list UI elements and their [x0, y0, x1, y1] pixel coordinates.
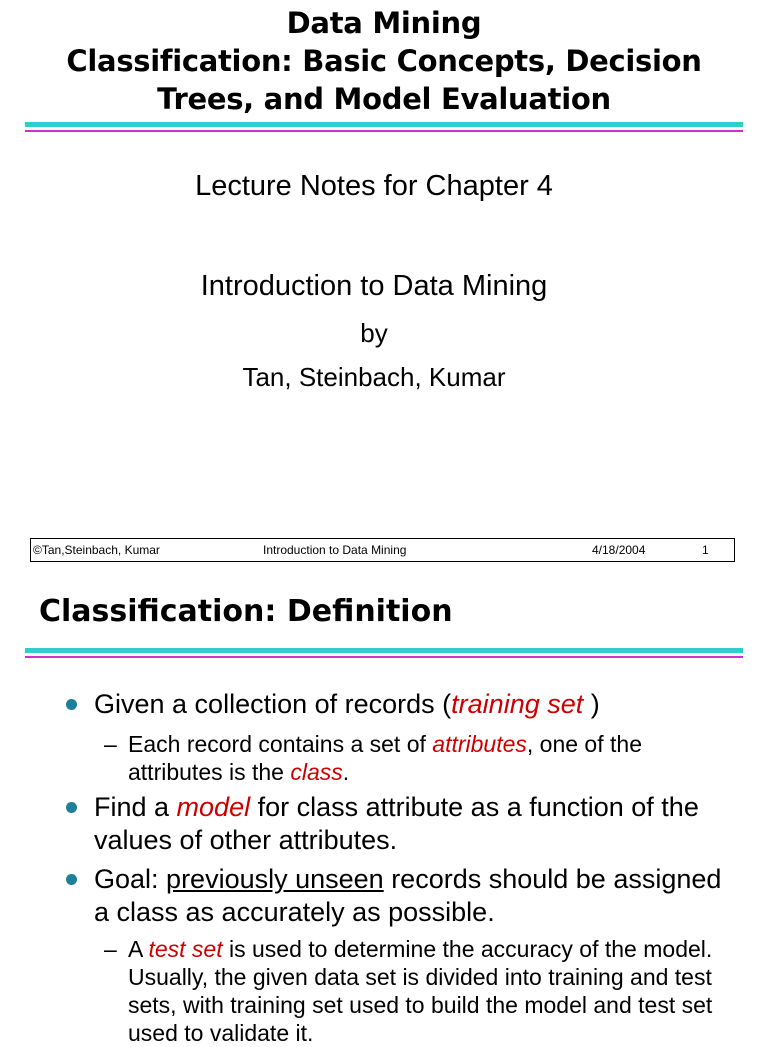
emphasis-text: test set [148, 936, 223, 962]
title-line-2: Classification: Basic Concepts, Decision [66, 44, 702, 78]
footer-page: 1 [702, 543, 709, 557]
title-divider [25, 648, 743, 658]
lecture-notes-line: Lecture Notes for Chapter 4 [195, 170, 553, 202]
slide-footer [30, 538, 735, 562]
bullet-model: Find a model for class attribute as a function of the values of other attributes. [94, 791, 734, 857]
by-label: by [360, 318, 388, 348]
definition-slide [0, 578, 768, 1046]
footer-date: 4/18/2004 [592, 543, 646, 557]
bullet-dot-icon [66, 874, 77, 885]
bullet-goal: Goal: previously unseen records should be assigned a class as accurately as possible. [94, 863, 734, 929]
slide-title: Classification: Definition [39, 594, 453, 629]
bullet-training-set: Given a collection of records (training set ) [94, 688, 734, 721]
book-title: Introduction to Data Mining [200, 270, 548, 302]
footer-center: Introduction to Data Mining [263, 543, 407, 557]
subbullet-attributes: – Each record contains a set of attributes, one of the attributes is the class. [104, 731, 642, 785]
underlined-text: previously unseen [166, 864, 384, 894]
subbullet-test-set: – A test set is used to determine the accuracy of the model. Usually, the given data set is divided into training and test sets, with training set used to build the model and test set used to validate it. [104, 936, 713, 1046]
title-divider [25, 122, 743, 132]
emphasis-text: model [176, 792, 251, 822]
dash-marker: – [104, 731, 117, 757]
bullet-dot-icon [66, 802, 77, 813]
emphasis-text: attributes [432, 731, 527, 757]
footer-copyright: ©Tan,Steinbach, Kumar [33, 543, 160, 557]
title-line-1: Data Mining [286, 6, 482, 40]
bullet-dot-icon [66, 699, 77, 710]
title-line-3: Trees, and Model Evaluation [157, 82, 611, 116]
dash-marker: – [104, 936, 117, 962]
emphasis-text: training set [451, 689, 584, 719]
authors: Tan, Steinbach, Kumar [242, 362, 506, 392]
slide-title [0, 4, 768, 118]
emphasis-text: class [290, 759, 343, 785]
